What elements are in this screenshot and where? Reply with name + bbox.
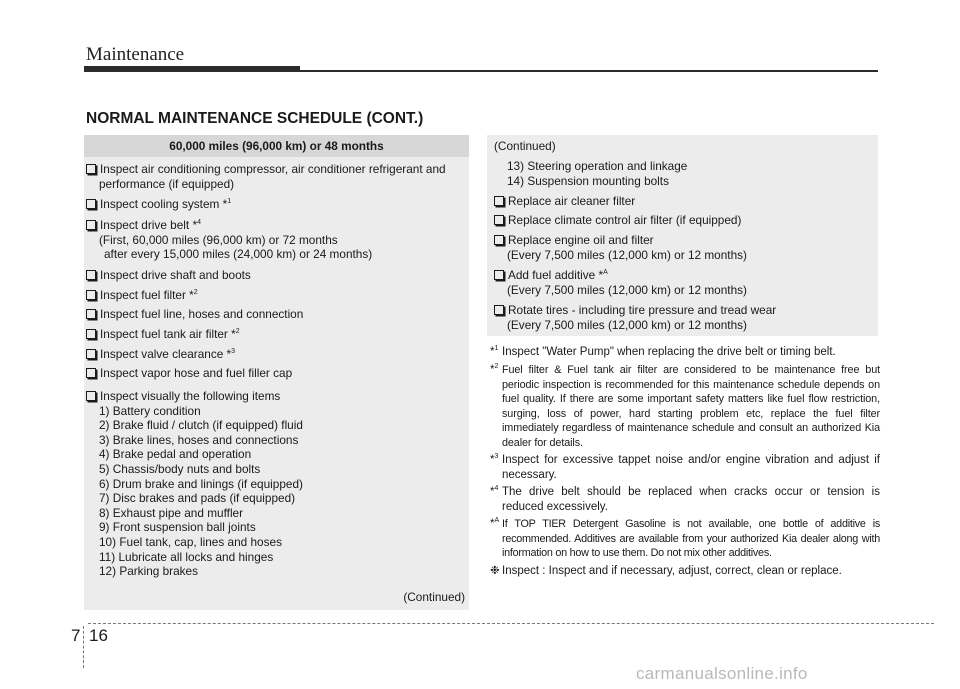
watermark-text: carmanualsonline.info xyxy=(636,664,808,683)
footnote-1: *$^1$ Inspect "Water Pump" when replacing the drive belt or timing belt. xyxy=(490,345,836,358)
sub-item: 14) Suspension mounting bolts xyxy=(507,174,669,188)
checkbox-icon xyxy=(86,199,96,209)
asterisk-flower-icon: ❉ xyxy=(490,565,500,577)
checkbox-icon xyxy=(86,329,96,339)
list-item-continuation: (Every 7,500 miles (12,000 km) or 12 months) xyxy=(507,283,747,297)
list-item: Inspect vapor hose and fuel filler cap xyxy=(86,366,292,381)
sub-item: 2) Brake fluid / clutch (if equipped) fluid xyxy=(99,418,303,432)
right-schedule-panel xyxy=(487,135,878,336)
list-item: Inspect visually the following items xyxy=(86,389,280,404)
list-item: Inspect drive shaft and boots xyxy=(86,268,251,283)
section-title: NORMAL MAINTENANCE SCHEDULE (CONT.) xyxy=(86,110,424,127)
footer-divider xyxy=(88,623,934,624)
footnote-3: *$^3$ Inspect for excessive tappet noise and/or engine vibration and adjust if necessary. xyxy=(490,453,880,481)
footnote-a: *$^A$ If TOP TIER Detergent Gasoline is not available, one bottle of additive is recommended. Additives are available from your authorized Kia dealer along with information on how to use them. Do not mix other additives. xyxy=(490,517,880,559)
list-item-continuation: performance (if equipped) xyxy=(99,177,235,191)
sub-item: 1) Battery condition xyxy=(99,404,201,418)
continued-label: (Continued) xyxy=(494,139,556,153)
mileage-heading: 60,000 miles (96,000 km) or 48 months xyxy=(84,135,469,157)
sub-item: 5) Chassis/body nuts and bolts xyxy=(99,462,261,476)
list-item: Inspect valve clearance *$^3$ xyxy=(86,347,235,362)
checkbox-icon xyxy=(86,164,96,174)
checkbox-icon xyxy=(86,368,96,378)
footnote-4: *$^4$ The drive belt should be replaced when cracks occur or tension is reduced excessively. xyxy=(490,485,880,513)
sub-item: 4) Brake pedal and operation xyxy=(99,447,252,461)
checkbox-icon xyxy=(86,290,96,300)
sub-item: 8) Exhaust pipe and muffler xyxy=(99,506,244,520)
page-number-divider xyxy=(83,626,84,668)
checkbox-icon xyxy=(494,270,504,280)
list-item: Inspect fuel line, hoses and connection xyxy=(86,307,303,322)
continued-label: (Continued) xyxy=(403,590,465,604)
list-item: Replace air cleaner filter xyxy=(494,194,635,209)
header-rule-thin xyxy=(300,70,878,72)
checkbox-icon xyxy=(494,235,504,245)
list-item: Inspect fuel tank air filter *$^2$ xyxy=(86,327,240,342)
sub-item: 11) Lubricate all locks and hinges xyxy=(99,550,274,564)
list-item: Inspect drive belt *$^4$ xyxy=(86,218,201,233)
list-item: Replace climate control air filter (if equipped) xyxy=(494,213,741,228)
checkbox-icon xyxy=(494,215,504,225)
chapter-number: 7 xyxy=(71,626,81,645)
checkbox-icon xyxy=(86,391,96,401)
page-number: 16 xyxy=(89,626,108,645)
checkbox-icon xyxy=(494,305,504,315)
footnote-2: *$^2$ Fuel filter & Fuel tank air filter are considered to be maintenance free but periodic inspection is recommended for this maintenance schedule depends on fuel quality. If there are some important safety matters like fuel flow restriction, surging, loss of power, hard starting problem etc, replace the fuel filter immediately regardless of maintenance schedule and consult an authorized Kia dealer for details. xyxy=(490,363,880,449)
checkbox-icon xyxy=(86,220,96,230)
inspect-legend: ❉ Inspect : Inspect and if necessary, adjust, correct, clean or replace. xyxy=(490,565,842,577)
sub-item: 12) Parking brakes xyxy=(99,564,199,578)
sub-item: 10) Fuel tank, cap, lines and hoses xyxy=(99,535,282,549)
page-header-title: Maintenance xyxy=(86,44,185,65)
sub-item: 13) Steering operation and linkage xyxy=(507,159,688,173)
sub-item: 7) Disc brakes and pads (if equipped) xyxy=(99,491,296,505)
list-item-continuation: (First, 60,000 miles (96,000 km) or 72 months xyxy=(99,233,338,247)
list-item: Replace engine oil and filter xyxy=(494,233,654,248)
sub-item: 3) Brake lines, hoses and connections xyxy=(99,433,299,447)
left-schedule-panel xyxy=(84,135,469,610)
checkbox-icon xyxy=(494,196,504,206)
sub-item: 9) Front suspension ball joints xyxy=(99,520,256,534)
checkbox-icon xyxy=(86,270,96,280)
list-item: Inspect air conditioning compressor, air conditioner refrigerant and xyxy=(86,162,446,177)
list-item: Inspect fuel filter *$^2$ xyxy=(86,288,198,303)
checkbox-icon xyxy=(86,309,96,319)
list-item-continuation: (Every 7,500 miles (12,000 km) or 12 months) xyxy=(507,318,747,332)
list-item-continuation: (Every 7,500 miles (12,000 km) or 12 months) xyxy=(507,248,747,262)
list-item: Rotate tires - including tire pressure and tread wear xyxy=(494,303,776,318)
list-item: Inspect cooling system *$^1$ xyxy=(86,197,231,212)
checkbox-icon xyxy=(86,349,96,359)
sub-item: 6) Drum brake and linings (if equipped) xyxy=(99,477,303,491)
header-rule-thick xyxy=(84,66,300,72)
list-item-continuation: after every 15,000 miles (24,000 km) or 24 months) xyxy=(104,247,373,261)
list-item: Add fuel additive *$^A$ xyxy=(494,268,608,283)
